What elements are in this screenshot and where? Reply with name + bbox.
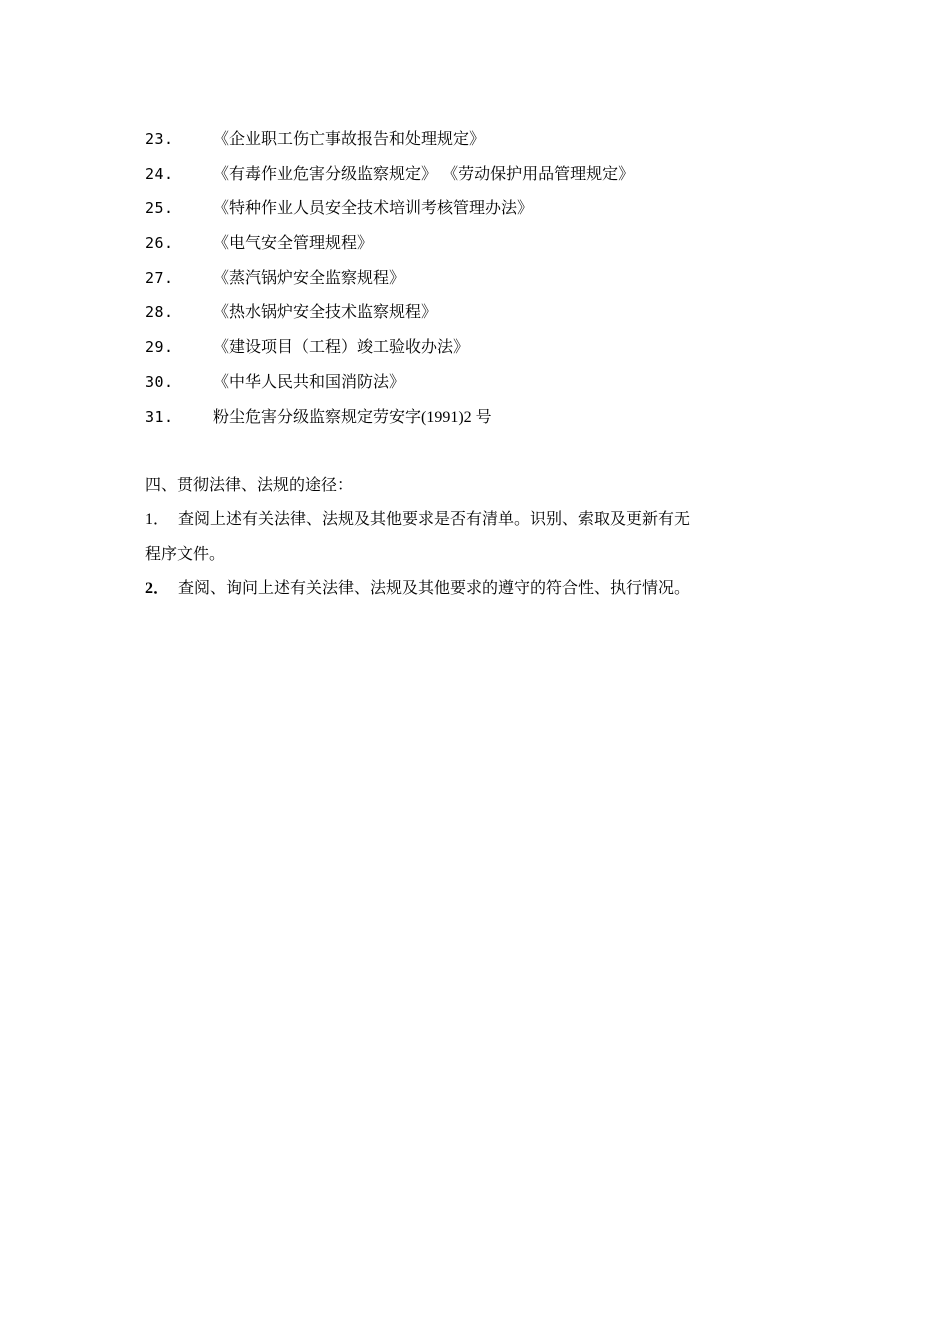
list-item	[145, 400, 825, 435]
item-title: 《建设项目（工程）竣工验收办法》	[213, 337, 470, 357]
item-number: 28.	[145, 303, 174, 322]
paragraph-1	[145, 502, 825, 537]
list-item	[145, 295, 825, 330]
item-number: 31.	[145, 407, 174, 426]
item-title: 《中华人民共和国消防法》	[213, 371, 406, 391]
paragraph-2	[145, 571, 825, 606]
paragraph-text: 查阅上述有关法律、法规及其他要求是否有清单。识别、索取及更新有无	[178, 509, 691, 528]
list-item	[145, 330, 825, 365]
list-item	[145, 191, 825, 226]
paragraph-text: 查阅、询问上述有关法律、法规及其他要求的遵守的符合性、执行情况。	[178, 578, 691, 597]
item-title: 《特种作业人员安全技术培训考核管理办法》	[213, 198, 534, 218]
item-number: 23.	[145, 130, 174, 148]
item-number: 29.	[145, 338, 174, 357]
list-item	[145, 157, 825, 192]
paragraph-number: 1．	[145, 511, 170, 528]
item-number: 25.	[145, 199, 174, 218]
list-item	[145, 365, 825, 400]
item-title: 粉尘危害分级监察规定劳安字(1991)2 号	[213, 408, 492, 426]
item-title: 《电气安全管理规程》	[213, 233, 374, 253]
list-item	[145, 122, 825, 157]
paragraph-number: 2．	[145, 580, 170, 597]
item-title: 《蒸汽锅炉安全监察规程》	[213, 267, 406, 287]
paragraph-1-continuation: 程序文件。	[145, 544, 226, 563]
item-number: 30.	[145, 372, 174, 391]
item-number: 24.	[145, 164, 174, 183]
section-heading: 四、贯彻法律、法规的途径：	[145, 475, 354, 494]
regulation-list	[145, 122, 825, 434]
item-title: 《有毒作业危害分级监察规定》 《劳动保护用品管理规定》	[213, 163, 635, 183]
item-title: 《企业职工伤亡事故报告和处理规定》	[213, 129, 486, 148]
list-item	[145, 226, 825, 261]
list-item	[145, 261, 825, 296]
item-number: 27.	[145, 268, 174, 287]
item-title: 《热水锅炉安全技术监察规程》	[213, 302, 438, 322]
implementation-section	[145, 468, 825, 606]
item-number: 26.	[145, 234, 174, 253]
